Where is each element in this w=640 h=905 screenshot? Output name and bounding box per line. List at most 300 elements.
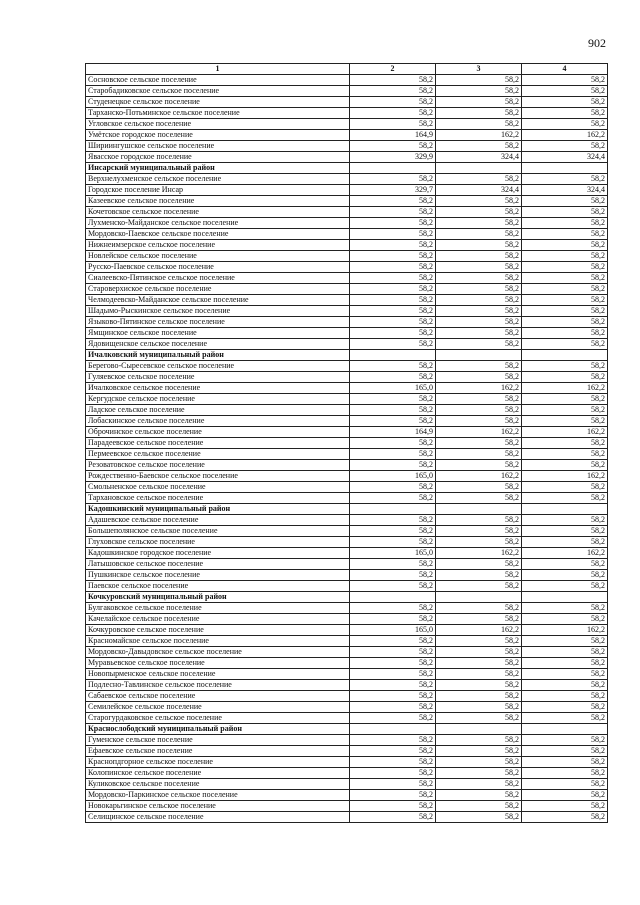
value-cell-col3: 162,2 <box>436 471 522 482</box>
value-cell-col2: 165,0 <box>350 625 436 636</box>
value-cell-col3: 58,2 <box>436 559 522 570</box>
value-cell-col2: 58,2 <box>350 812 436 823</box>
value-cell-col2: 58,2 <box>350 361 436 372</box>
value-cell-col4: 58,2 <box>522 449 608 460</box>
value-cell-col3: 58,2 <box>436 97 522 108</box>
value-cell-col3: 58,2 <box>436 449 522 460</box>
table-row <box>86 570 608 581</box>
value-cell-col2: 58,2 <box>350 75 436 86</box>
value-cell-col2: 58,2 <box>350 746 436 757</box>
settlement-name-cell: Адашевское сельское поселение <box>86 515 350 526</box>
settlement-name-cell: Берегово-Сыресевское сельское поселение <box>86 361 350 372</box>
settlement-name-cell: Гуляевское сельское поселение <box>86 372 350 383</box>
header-cell: 4 <box>522 64 608 75</box>
settlement-name-cell: Краснопдгорное сельское поселение <box>86 757 350 768</box>
value-cell-col3: 58,2 <box>436 306 522 317</box>
table-row <box>86 691 608 702</box>
table-row <box>86 262 608 273</box>
table-row <box>86 801 608 812</box>
settlement-name-cell: Казеевское сельское поселение <box>86 196 350 207</box>
value-cell-col4: 58,2 <box>522 218 608 229</box>
value-cell-col3: 58,2 <box>436 515 522 526</box>
value-cell-col4: 58,2 <box>522 394 608 405</box>
value-cell-col4: 58,2 <box>522 97 608 108</box>
settlement-name-cell: Тарханско-Потьминское сельское поселение <box>86 108 350 119</box>
settlement-name-cell: Лухменско-Майданское сельское поселение <box>86 218 350 229</box>
settlement-name-cell: Ядовищенское сельское поселение <box>86 339 350 350</box>
value-cell-col3: 58,2 <box>436 108 522 119</box>
value-cell-col2: 58,2 <box>350 526 436 537</box>
table-row <box>86 790 608 801</box>
settlement-name-cell: Ефаевское сельское поселение <box>86 746 350 757</box>
district-name-cell: Инсарский муниципальный район <box>86 163 350 174</box>
value-cell-col3: 58,2 <box>436 537 522 548</box>
value-cell-col2: 165,0 <box>350 383 436 394</box>
table-row <box>86 361 608 372</box>
value-cell-col2: 58,2 <box>350 207 436 218</box>
header-cell: 2 <box>350 64 436 75</box>
value-cell-col4: 162,2 <box>522 625 608 636</box>
value-cell-col4: 58,2 <box>522 196 608 207</box>
district-row <box>86 592 608 603</box>
value-cell-col2: 58,2 <box>350 460 436 471</box>
value-cell-col2: 58,2 <box>350 515 436 526</box>
value-cell-col2 <box>350 350 436 361</box>
value-cell-col2: 58,2 <box>350 141 436 152</box>
district-row <box>86 504 608 515</box>
table-row <box>86 284 608 295</box>
value-cell-col2: 58,2 <box>350 790 436 801</box>
value-cell-col2: 58,2 <box>350 570 436 581</box>
value-cell-col2: 58,2 <box>350 603 436 614</box>
value-cell-col3: 58,2 <box>436 394 522 405</box>
value-cell-col3: 58,2 <box>436 262 522 273</box>
value-cell-col2: 58,2 <box>350 218 436 229</box>
settlement-name-cell: Кадошкинское городское поселение <box>86 548 350 559</box>
value-cell-col2: 58,2 <box>350 97 436 108</box>
value-cell-col3: 58,2 <box>436 361 522 372</box>
table-row <box>86 460 608 471</box>
settlement-name-cell: Шадымо-Рыскинское сельское поселение <box>86 306 350 317</box>
value-cell-col2: 58,2 <box>350 240 436 251</box>
value-cell-col2: 58,2 <box>350 416 436 427</box>
settlement-name-cell: Латышовское сельское поселение <box>86 559 350 570</box>
value-cell-col2: 58,2 <box>350 196 436 207</box>
value-cell-col2: 164,9 <box>350 130 436 141</box>
value-cell-col3: 58,2 <box>436 570 522 581</box>
settlement-name-cell: Булгаковское сельское поселение <box>86 603 350 614</box>
value-cell-col4: 58,2 <box>522 240 608 251</box>
value-cell-col4: 58,2 <box>522 669 608 680</box>
value-cell-col3: 58,2 <box>436 339 522 350</box>
value-cell-col4: 58,2 <box>522 262 608 273</box>
value-cell-col3: 58,2 <box>436 768 522 779</box>
settlement-name-cell: Тархановское сельское поселение <box>86 493 350 504</box>
value-cell-col2: 165,0 <box>350 548 436 559</box>
table-row <box>86 306 608 317</box>
value-cell-col3: 58,2 <box>436 581 522 592</box>
table-row <box>86 658 608 669</box>
value-cell-col2: 58,2 <box>350 86 436 97</box>
value-cell-col2 <box>350 163 436 174</box>
settlement-name-cell: Паевское сельское поселение <box>86 581 350 592</box>
value-cell-col4: 58,2 <box>522 438 608 449</box>
value-cell-col4: 162,2 <box>522 471 608 482</box>
value-cell-col2: 58,2 <box>350 328 436 339</box>
value-cell-col4: 58,2 <box>522 614 608 625</box>
value-cell-col4 <box>522 504 608 515</box>
value-cell-col4: 58,2 <box>522 735 608 746</box>
value-cell-col2: 58,2 <box>350 768 436 779</box>
value-cell-col2 <box>350 592 436 603</box>
settlement-name-cell: Парадеевское сельское поселение <box>86 438 350 449</box>
value-cell-col3: 58,2 <box>436 372 522 383</box>
value-cell-col2: 58,2 <box>350 537 436 548</box>
value-cell-col3: 58,2 <box>436 669 522 680</box>
value-cell-col3: 58,2 <box>436 526 522 537</box>
settlement-name-cell: Старогурдаковское сельское поселение <box>86 713 350 724</box>
value-cell-col4: 58,2 <box>522 801 608 812</box>
settlement-name-cell: Шириингушское сельское поселение <box>86 141 350 152</box>
value-cell-col2: 164,9 <box>350 427 436 438</box>
value-cell-col2: 58,2 <box>350 757 436 768</box>
value-cell-col4: 58,2 <box>522 141 608 152</box>
district-name-cell: Кадошкинский муниципальный район <box>86 504 350 515</box>
table-row <box>86 295 608 306</box>
value-cell-col2: 58,2 <box>350 801 436 812</box>
settlement-name-cell: Селищинское сельское поселение <box>86 812 350 823</box>
value-cell-col3: 58,2 <box>436 295 522 306</box>
settlement-name-cell: Кочкуровское сельское поселение <box>86 625 350 636</box>
settlement-name-cell: Большеполянское сельское поселение <box>86 526 350 537</box>
value-cell-col4: 58,2 <box>522 405 608 416</box>
value-cell-col3: 58,2 <box>436 691 522 702</box>
value-cell-col3: 58,2 <box>436 482 522 493</box>
value-cell-col3: 58,2 <box>436 438 522 449</box>
settlement-name-cell: Пермеевское сельское поселение <box>86 449 350 460</box>
value-cell-col3: 324,4 <box>436 185 522 196</box>
settlement-name-cell: Резоватовское сельское поселение <box>86 460 350 471</box>
settlement-name-cell: Новопырменское сельское поселение <box>86 669 350 680</box>
table-row <box>86 559 608 570</box>
value-cell-col2: 58,2 <box>350 636 436 647</box>
value-cell-col4: 58,2 <box>522 746 608 757</box>
settlement-name-cell: Новокарьгинское сельское поселение <box>86 801 350 812</box>
settlement-name-cell: Гуменское сельское поселение <box>86 735 350 746</box>
value-cell-col2: 58,2 <box>350 273 436 284</box>
value-cell-col4: 58,2 <box>522 680 608 691</box>
value-cell-col3 <box>436 724 522 735</box>
value-cell-col2: 58,2 <box>350 394 436 405</box>
settlements-table <box>85 63 608 823</box>
table-body <box>86 64 608 823</box>
table-row <box>86 416 608 427</box>
table-row <box>86 405 608 416</box>
settlement-name-cell: Студенецкое сельское поселение <box>86 97 350 108</box>
value-cell-col2: 58,2 <box>350 779 436 790</box>
value-cell-col2: 58,2 <box>350 372 436 383</box>
table-row <box>86 482 608 493</box>
settlement-name-cell: Подлесно-Тавлинское сельское поселение <box>86 680 350 691</box>
value-cell-col3: 58,2 <box>436 240 522 251</box>
table-row <box>86 812 608 823</box>
value-cell-col4: 58,2 <box>522 460 608 471</box>
settlement-name-cell: Качелайское сельское поселение <box>86 614 350 625</box>
table-row <box>86 713 608 724</box>
value-cell-col3: 58,2 <box>436 713 522 724</box>
table-row <box>86 757 608 768</box>
value-cell-col3: 162,2 <box>436 427 522 438</box>
table-row <box>86 372 608 383</box>
table-row <box>86 174 608 185</box>
value-cell-col3: 58,2 <box>436 218 522 229</box>
table-row <box>86 196 608 207</box>
value-cell-col3: 324,4 <box>436 152 522 163</box>
value-cell-col4: 58,2 <box>522 328 608 339</box>
settlement-name-cell: Куликовское сельское поселение <box>86 779 350 790</box>
value-cell-col2: 58,2 <box>350 559 436 570</box>
settlement-name-cell: Умётское городское поселение <box>86 130 350 141</box>
district-name-cell: Кочкуровский муниципальный район <box>86 592 350 603</box>
value-cell-col4: 58,2 <box>522 647 608 658</box>
value-cell-col2: 58,2 <box>350 229 436 240</box>
value-cell-col4: 58,2 <box>522 779 608 790</box>
value-cell-col3: 58,2 <box>436 207 522 218</box>
district-name-cell: Ичалковский муниципальный район <box>86 350 350 361</box>
value-cell-col2: 58,2 <box>350 174 436 185</box>
settlement-name-cell: Мордовско-Паевское сельское поселение <box>86 229 350 240</box>
settlement-name-cell: Лобаскинское сельское поселение <box>86 416 350 427</box>
value-cell-col2: 58,2 <box>350 405 436 416</box>
table-row <box>86 471 608 482</box>
value-cell-col2: 58,2 <box>350 438 436 449</box>
value-cell-col4: 58,2 <box>522 570 608 581</box>
table-row <box>86 614 608 625</box>
value-cell-col4: 324,4 <box>522 152 608 163</box>
value-cell-col4: 162,2 <box>522 548 608 559</box>
table-row <box>86 339 608 350</box>
value-cell-col2 <box>350 504 436 515</box>
page-number: 902 <box>588 36 606 50</box>
value-cell-col2: 58,2 <box>350 713 436 724</box>
value-cell-col4: 58,2 <box>522 207 608 218</box>
value-cell-col3: 58,2 <box>436 636 522 647</box>
table-row <box>86 625 608 636</box>
value-cell-col4: 162,2 <box>522 427 608 438</box>
settlement-name-cell: Мордовско-Паркинское сельское поселение <box>86 790 350 801</box>
value-cell-col2: 58,2 <box>350 306 436 317</box>
value-cell-col2: 58,2 <box>350 735 436 746</box>
value-cell-col4: 58,2 <box>522 790 608 801</box>
settlement-name-cell: Рождественно-Баевское сельское поселение <box>86 471 350 482</box>
settlement-name-cell: Кергудское сельское поселение <box>86 394 350 405</box>
value-cell-col2: 58,2 <box>350 295 436 306</box>
value-cell-col4 <box>522 592 608 603</box>
table-row <box>86 218 608 229</box>
value-cell-col4: 58,2 <box>522 284 608 295</box>
settlement-name-cell: Городское поселение Инсар <box>86 185 350 196</box>
value-cell-col4: 58,2 <box>522 416 608 427</box>
value-cell-col3 <box>436 350 522 361</box>
table-row <box>86 185 608 196</box>
value-cell-col3 <box>436 504 522 515</box>
settlement-name-cell: Смольненское сельское поселение <box>86 482 350 493</box>
table-row <box>86 427 608 438</box>
value-cell-col3: 58,2 <box>436 614 522 625</box>
value-cell-col2: 329,7 <box>350 185 436 196</box>
settlement-name-cell: Муравьевское сельское поселение <box>86 658 350 669</box>
table-row <box>86 702 608 713</box>
value-cell-col4: 58,2 <box>522 86 608 97</box>
header-cell: 3 <box>436 64 522 75</box>
settlement-name-cell: Колопинское сельское поселение <box>86 768 350 779</box>
value-cell-col3: 58,2 <box>436 196 522 207</box>
district-row <box>86 724 608 735</box>
value-cell-col3: 58,2 <box>436 86 522 97</box>
value-cell-col4: 58,2 <box>522 229 608 240</box>
settlement-name-cell: Нижнеимзерское сельское поселение <box>86 240 350 251</box>
value-cell-col3: 58,2 <box>436 328 522 339</box>
value-cell-col2: 58,2 <box>350 251 436 262</box>
value-cell-col2: 58,2 <box>350 108 436 119</box>
table-row <box>86 647 608 658</box>
value-cell-col2: 58,2 <box>350 702 436 713</box>
table-row <box>86 493 608 504</box>
value-cell-col3: 58,2 <box>436 658 522 669</box>
value-cell-col2: 58,2 <box>350 691 436 702</box>
value-cell-col4: 58,2 <box>522 658 608 669</box>
table-row <box>86 86 608 97</box>
settlement-name-cell: Староверхиское сельское поселение <box>86 284 350 295</box>
value-cell-col4: 58,2 <box>522 295 608 306</box>
value-cell-col3: 58,2 <box>436 284 522 295</box>
table-row <box>86 438 608 449</box>
value-cell-col3: 58,2 <box>436 746 522 757</box>
table-row <box>86 603 608 614</box>
table-row <box>86 515 608 526</box>
table-row <box>86 636 608 647</box>
value-cell-col3: 58,2 <box>436 460 522 471</box>
value-cell-col4: 58,2 <box>522 251 608 262</box>
table-row <box>86 768 608 779</box>
value-cell-col4: 58,2 <box>522 768 608 779</box>
table-row <box>86 449 608 460</box>
value-cell-col4: 58,2 <box>522 339 608 350</box>
value-cell-col4: 58,2 <box>522 603 608 614</box>
table-row <box>86 152 608 163</box>
table-row <box>86 394 608 405</box>
value-cell-col2: 58,2 <box>350 284 436 295</box>
table-row <box>86 746 608 757</box>
settlement-name-cell: Оброчинское сельское поселение <box>86 427 350 438</box>
value-cell-col4: 58,2 <box>522 526 608 537</box>
value-cell-col4: 58,2 <box>522 317 608 328</box>
settlement-name-cell: Русско-Паевское сельское поселение <box>86 262 350 273</box>
value-cell-col2: 58,2 <box>350 493 436 504</box>
value-cell-col3: 58,2 <box>436 702 522 713</box>
value-cell-col3: 58,2 <box>436 790 522 801</box>
settlement-name-cell: Мордовско-Давыдовское сельское поселение <box>86 647 350 658</box>
settlement-name-cell: Челмодеевско-Майданское сельское поселение <box>86 295 350 306</box>
settlement-name-cell: Новлейское сельское поселение <box>86 251 350 262</box>
value-cell-col2: 58,2 <box>350 669 436 680</box>
value-cell-col3: 58,2 <box>436 735 522 746</box>
table-row <box>86 581 608 592</box>
value-cell-col2: 58,2 <box>350 581 436 592</box>
value-cell-col2: 58,2 <box>350 339 436 350</box>
value-cell-col2: 58,2 <box>350 680 436 691</box>
district-name-cell: Краснослободский муниципальный район <box>86 724 350 735</box>
settlement-name-cell: Кочетовское сельское поселение <box>86 207 350 218</box>
settlement-name-cell: Явасское городское поселение <box>86 152 350 163</box>
table-row <box>86 526 608 537</box>
value-cell-col3: 162,2 <box>436 548 522 559</box>
value-cell-col3 <box>436 163 522 174</box>
value-cell-col4: 58,2 <box>522 713 608 724</box>
value-cell-col3: 58,2 <box>436 229 522 240</box>
value-cell-col2: 58,2 <box>350 317 436 328</box>
value-cell-col4 <box>522 724 608 735</box>
value-cell-col3: 58,2 <box>436 405 522 416</box>
settlement-name-cell: Верхнелухменское сельское поселение <box>86 174 350 185</box>
value-cell-col2: 58,2 <box>350 449 436 460</box>
table-row <box>86 119 608 130</box>
table-row <box>86 207 608 218</box>
value-cell-col4: 58,2 <box>522 493 608 504</box>
district-row <box>86 350 608 361</box>
table-header-row <box>86 64 608 75</box>
value-cell-col4: 58,2 <box>522 372 608 383</box>
value-cell-col3: 58,2 <box>436 647 522 658</box>
value-cell-col4: 58,2 <box>522 482 608 493</box>
settlement-name-cell: Пушкинское сельское поселение <box>86 570 350 581</box>
table-row <box>86 108 608 119</box>
value-cell-col3: 58,2 <box>436 812 522 823</box>
value-cell-col2: 58,2 <box>350 119 436 130</box>
value-cell-col4 <box>522 350 608 361</box>
settlement-name-cell: Семилейское сельское поселение <box>86 702 350 713</box>
value-cell-col4: 162,2 <box>522 383 608 394</box>
value-cell-col3: 58,2 <box>436 757 522 768</box>
settlement-name-cell: Красномайское сельское поселение <box>86 636 350 647</box>
value-cell-col3: 162,2 <box>436 383 522 394</box>
value-cell-col3: 162,2 <box>436 625 522 636</box>
value-cell-col3: 58,2 <box>436 119 522 130</box>
value-cell-col3: 58,2 <box>436 75 522 86</box>
table-row <box>86 317 608 328</box>
settlement-name-cell: Сабаевское сельское поселение <box>86 691 350 702</box>
value-cell-col2: 58,2 <box>350 614 436 625</box>
table-row <box>86 680 608 691</box>
settlement-name-cell: Ямщинское сельское поселение <box>86 328 350 339</box>
table-row <box>86 240 608 251</box>
value-cell-col4: 58,2 <box>522 108 608 119</box>
value-cell-col4: 324,4 <box>522 185 608 196</box>
value-cell-col3: 58,2 <box>436 273 522 284</box>
table-row <box>86 75 608 86</box>
value-cell-col4: 58,2 <box>522 581 608 592</box>
table-row <box>86 735 608 746</box>
value-cell-col3: 58,2 <box>436 251 522 262</box>
table-row <box>86 130 608 141</box>
value-cell-col3: 58,2 <box>436 603 522 614</box>
value-cell-col2: 329,9 <box>350 152 436 163</box>
value-cell-col2: 58,2 <box>350 658 436 669</box>
table-row <box>86 669 608 680</box>
table-row <box>86 251 608 262</box>
table-row <box>86 537 608 548</box>
value-cell-col4: 58,2 <box>522 812 608 823</box>
